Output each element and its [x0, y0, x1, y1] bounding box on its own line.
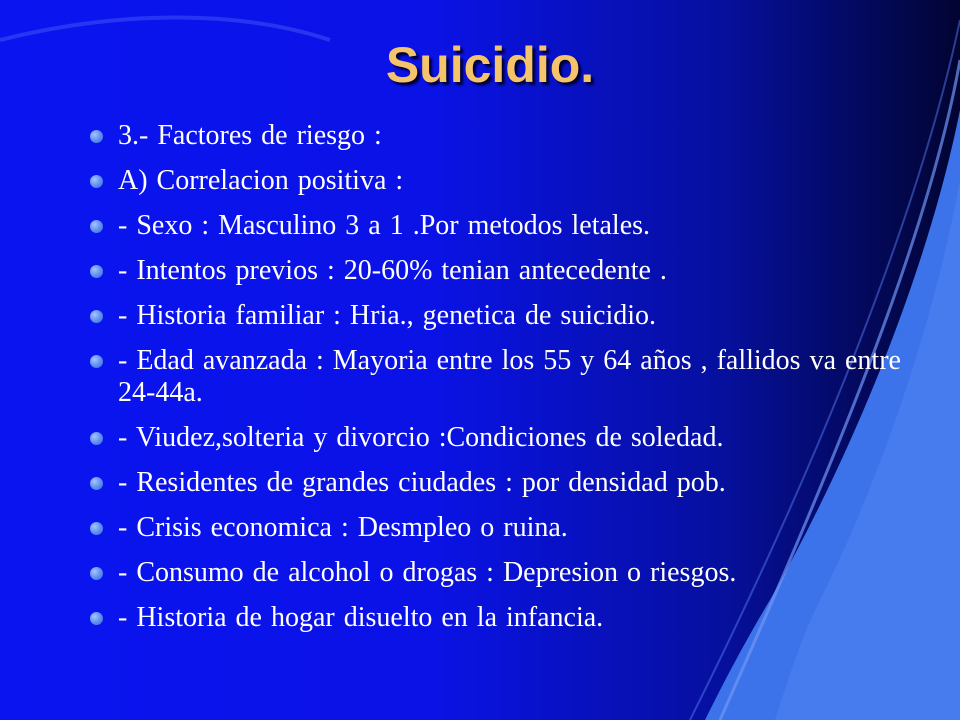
list-item [90, 512, 930, 544]
list-item [90, 557, 930, 589]
bullet-text: - Consumo de alcohol o drogas : Depresion o riesgos. [118, 557, 737, 588]
bullet-text: - Sexo : Masculino 3 a 1 .Por metodos letales. [118, 210, 651, 241]
list-item [90, 422, 930, 454]
bullet-text: - Residentes de grandes ciudades : por densidad pob. [118, 467, 726, 498]
list-item [90, 120, 930, 152]
bullet-dot-icon [90, 432, 103, 445]
bullet-dot-icon [90, 355, 103, 368]
bullet-text: A) Correlacion positiva : [118, 165, 404, 196]
bullet-dot-icon [90, 130, 103, 143]
bullet-dot-icon [90, 477, 103, 490]
bullet-dot-icon [90, 220, 103, 233]
list-item [90, 602, 930, 634]
bullet-text: - Crisis economica : Desmpleo o ruina. [118, 512, 568, 543]
list-item [90, 345, 930, 409]
bullet-list [90, 120, 930, 647]
bullet-dot-icon [90, 310, 103, 323]
bullet-text: - Intentos previos : 20-60% tenian antecedente . [118, 255, 667, 286]
bullet-dot-icon [90, 265, 103, 278]
list-item [90, 165, 930, 197]
bullet-dot-icon [90, 175, 103, 188]
list-item [90, 467, 930, 499]
bullet-text: - Historia familiar : Hria., genetica de suicidio. [118, 300, 657, 331]
slide-title: Suicidio. [385, 37, 595, 93]
bullet-dot-icon [90, 522, 103, 535]
bullet-text: - Viudez,solteria y divorcio :Condiciones de soledad. [118, 422, 724, 453]
bullet-dot-icon [90, 612, 103, 625]
bullet-text: - Edad avanzada : Mayoria entre los 55 y 64 años , fallidos va entre 24-44a. [118, 345, 901, 408]
list-item [90, 255, 930, 287]
bullet-text: - Historia de hogar disuelto en la infancia. [118, 602, 604, 633]
decoration-arc-top-left [0, 18, 330, 41]
list-item [90, 300, 930, 332]
bullet-text: 3.- Factores de riesgo : [118, 120, 382, 151]
list-item [90, 210, 930, 242]
bullet-dot-icon [90, 567, 103, 580]
